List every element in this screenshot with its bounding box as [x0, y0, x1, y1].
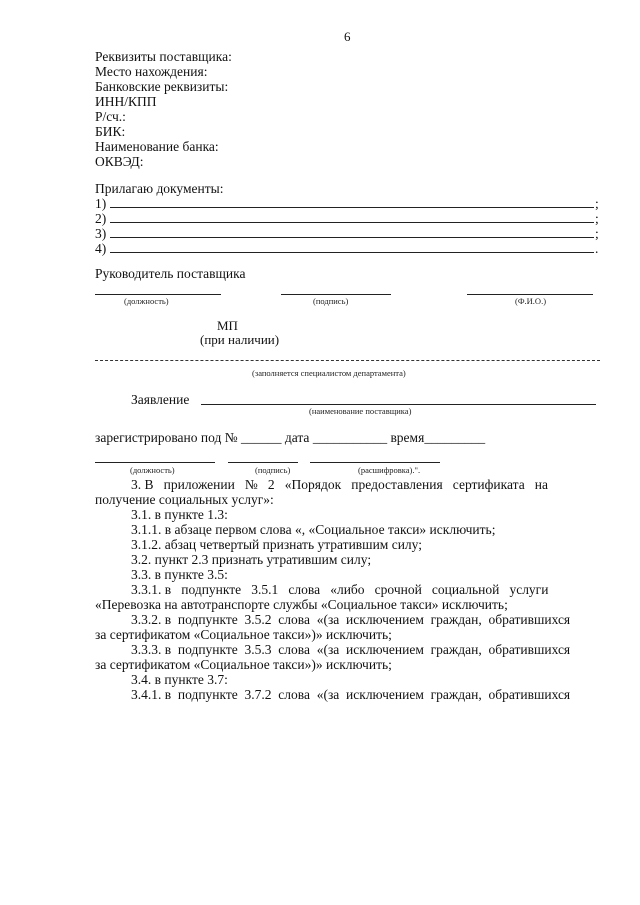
- bank-details-label: Банковские реквизиты:: [95, 79, 229, 94]
- dept-decoding-line: [310, 462, 440, 463]
- attachment-line-4: [110, 252, 594, 253]
- attachment-line-2: [110, 222, 594, 223]
- attachment-end-1: ;: [595, 196, 599, 211]
- dept-signature-line: [228, 462, 298, 463]
- date-blank: ___________: [312, 430, 388, 445]
- department-note: (заполняется специалистом департамента): [252, 368, 406, 378]
- inn-kpp-label: ИНН/КПП: [95, 94, 157, 109]
- page-number: 6: [344, 29, 351, 44]
- registered-number-blank: ______: [240, 430, 282, 445]
- amendment-3-3-1-line-1: 3.3.1. в подпункте 3.5.1 слова «либо срочной социальной услуги: [131, 582, 549, 597]
- amendment-3-line-1: 3. В приложении № 2 «Порядок предоставления сертификата на: [131, 477, 549, 492]
- attachment-end-3: ;: [595, 226, 599, 241]
- bik-label: БИК:: [95, 124, 126, 139]
- attachment-number-2: 2): [95, 211, 107, 226]
- okved-label: ОКВЭД:: [95, 154, 144, 169]
- time-blank: _________: [424, 430, 486, 445]
- attachment-line-1: [110, 207, 594, 208]
- stamp-note: (при наличии): [200, 332, 280, 347]
- position-caption: (должность): [124, 296, 169, 306]
- attachment-line-3: [110, 237, 594, 238]
- time-label: время: [390, 430, 425, 445]
- amendment-3-4: 3.4. в пункте 3.7:: [131, 672, 228, 687]
- supplier-details-title: Реквизиты поставщика:: [95, 49, 232, 64]
- supplier-head-title: Руководитель поставщика: [95, 266, 246, 281]
- registered-label: зарегистрировано под №: [95, 430, 238, 445]
- fio-line: [467, 294, 593, 295]
- location-label: Место нахождения:: [95, 64, 208, 79]
- statement-caption: (наименование поставщика): [309, 406, 412, 416]
- position-line: [95, 294, 221, 295]
- amendment-3-3: 3.3. в пункте 3.5:: [131, 567, 228, 582]
- amendment-3-1: 3.1. в пункте 1.3:: [131, 507, 228, 522]
- amendment-3-3-3-line-1: 3.3.3. в подпункте 3.5.3 слова «(за исключением граждан, обратившихся: [131, 642, 571, 657]
- amendment-3-2: 3.2. пункт 2.3 признать утратившим силу;: [131, 552, 372, 567]
- attachment-end-4: .: [595, 241, 599, 256]
- amendment-3-3-2-line-2: за сертификатом «Социальное такси»)» исключить;: [95, 627, 392, 642]
- attachment-number-3: 3): [95, 226, 107, 241]
- amendment-3-1-1: 3.1.1. в абзаце первом слова «, «Социальное такси» исключить;: [131, 522, 496, 537]
- amendment-3-1-2: 3.1.2. абзац четвертый признать утратившим силу;: [131, 537, 422, 552]
- dept-signature-caption: (подпись): [255, 465, 291, 475]
- amendment-3-line-2: получение социальных услуг»:: [95, 492, 274, 507]
- department-dashed-line: [95, 360, 600, 361]
- dept-position-caption: (должность): [130, 465, 175, 475]
- statement-line: [201, 404, 596, 405]
- registration-line: [95, 430, 485, 445]
- date-label: дата: [284, 430, 310, 445]
- signature-caption: (подпись): [313, 296, 349, 306]
- attachment-number-4: 4): [95, 241, 107, 256]
- statement-label: Заявление: [131, 392, 190, 407]
- attachment-number-1: 1): [95, 196, 107, 211]
- fio-caption: (Ф.И.О.): [515, 296, 547, 306]
- dept-decoding-caption: (расшифровка).".: [358, 465, 421, 475]
- amendment-3-4-1-line-1: 3.4.1. в подпункте 3.7.2 слова «(за исключением граждан, обратившихся: [131, 687, 571, 702]
- account-label: Р/сч.:: [95, 109, 126, 124]
- dept-position-line: [95, 462, 215, 463]
- attachments-title: Прилагаю документы:: [95, 181, 224, 196]
- amendment-3-3-1-line-2: «Перевозка на автотранспорте службы «Социальное такси» исключить;: [95, 597, 508, 612]
- signature-line: [281, 294, 391, 295]
- attachment-end-2: ;: [595, 211, 599, 226]
- amendment-3-3-3-line-2: за сертификатом «Социальное такси»)» исключить;: [95, 657, 392, 672]
- stamp-label: МП: [217, 318, 238, 333]
- amendment-3-3-2-line-1: 3.3.2. в подпункте 3.5.2 слова «(за исключением граждан, обратившихся: [131, 612, 571, 627]
- bank-name-label: Наименование банка:: [95, 139, 219, 154]
